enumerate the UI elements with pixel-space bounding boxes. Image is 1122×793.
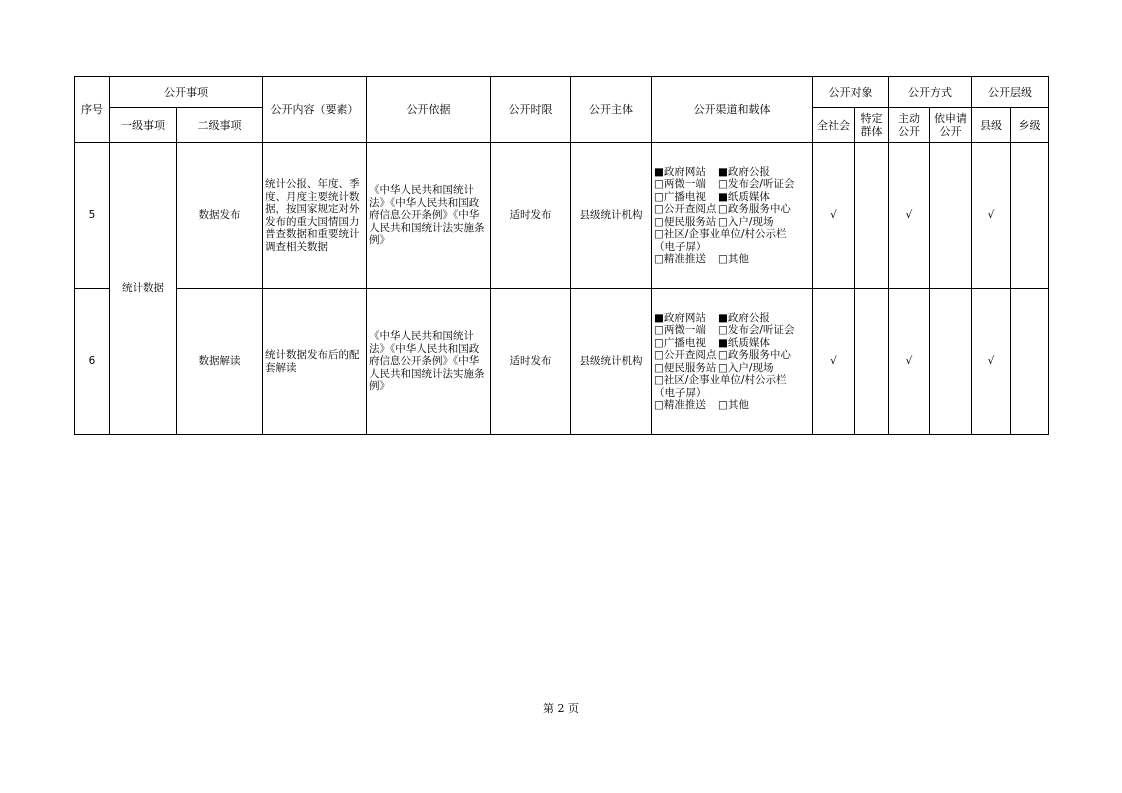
table-row (75, 143, 1049, 289)
header-basis: 公开依据 (367, 77, 491, 143)
row-township-check (1011, 289, 1049, 435)
channel-item: □精准推送 (654, 399, 706, 411)
channel-item: □公开查阅点 (654, 349, 717, 361)
disclosure-table (74, 76, 1049, 435)
channel-item: □入户/现场 (718, 215, 774, 228)
header-active: 主动公开 (889, 108, 930, 143)
table-row (75, 289, 1049, 435)
channel-item: □其他 (718, 399, 749, 411)
row-specific-group-check (855, 143, 889, 289)
header-county: 县级 (972, 108, 1011, 143)
channel-item: □广播电视 (654, 190, 706, 203)
row-township-check (1011, 143, 1049, 289)
row-on-request-check (930, 289, 972, 435)
header-level-group: 公开层级 (972, 77, 1049, 108)
row-subject: 县级统计机构 (571, 289, 652, 435)
channel-item: □两微一端 (654, 324, 706, 336)
channel-item: ■纸质媒体 (718, 336, 770, 349)
row-channels (652, 289, 813, 435)
row-basis: 《中华人民共和国统计法》《中华人民共和国政府信息公开条例》《中华人民共和国统计法实施条例》 (367, 143, 491, 289)
channel-item: □便民服务站 (654, 215, 717, 228)
row-time-limit: 适时发布 (491, 289, 571, 435)
channel-item: □政务服务中心 (718, 349, 791, 361)
row-time-limit: 适时发布 (491, 143, 571, 289)
row-active-check: √ (889, 289, 930, 435)
channel-item: □政务服务中心 (718, 203, 791, 215)
header-whole-society: 全社会 (813, 108, 855, 143)
channel-item: ■政府公报 (718, 311, 770, 324)
channel-item: （电子屏） (654, 240, 707, 253)
row-whole-society-check: √ (813, 143, 855, 289)
channel-item: □社区/企事业单位/村公示栏 (654, 228, 787, 240)
channel-item: □精准推送 (654, 253, 706, 265)
row-seq: 6 (75, 289, 110, 435)
header-level1: 一级事项 (110, 108, 177, 143)
channel-item: □其他 (718, 253, 749, 265)
page-number: 第 2 页 (543, 702, 579, 715)
header-mode-group: 公开方式 (889, 77, 972, 108)
row-level2: 数据发布 (177, 143, 263, 289)
row-channels (652, 143, 813, 289)
header-channel: 公开渠道和载体 (652, 77, 813, 143)
row-specific-group-check (855, 289, 889, 435)
header-seq: 序号 (75, 77, 110, 143)
header-specific-group: 特定群体 (855, 108, 889, 143)
channel-item: □公开查阅点 (654, 203, 717, 215)
header-on-request: 依申请公开 (930, 108, 972, 143)
row-county-check: √ (972, 143, 1011, 289)
channel-item: □社区/企事业单位/村公示栏 (654, 374, 787, 386)
row-county-check: √ (972, 289, 1011, 435)
channel-item: □广播电视 (654, 336, 706, 349)
channel-item: ■政府网站 (654, 165, 706, 178)
header-township: 乡级 (1011, 108, 1049, 143)
header-subject: 公开主体 (571, 77, 652, 143)
row-content: 统计公报、年度、季度、月度主要统计数据，按国家规定对外发布的重大国情国力普查数据和重要统计调查相关数据 (263, 143, 367, 289)
row-basis: 《中华人民共和国统计法》《中华人民共和国政府信息公开条例》《中华人民共和国统计法实施条例》 (367, 289, 491, 435)
header-level2: 二级事项 (177, 108, 263, 143)
channel-item: □入户/现场 (718, 361, 774, 374)
header-target-group: 公开对象 (813, 77, 889, 108)
row-subject: 县级统计机构 (571, 143, 652, 289)
row-active-check: √ (889, 143, 930, 289)
channel-item: ■政府网站 (654, 311, 706, 324)
channel-item: □发布会/听证会 (718, 178, 795, 190)
channel-item: ■纸质媒体 (718, 190, 770, 203)
channel-item: □两微一端 (654, 178, 706, 190)
header-matter-group: 公开事项 (110, 77, 263, 108)
channel-item: （电子屏） (654, 386, 707, 399)
header-content: 公开内容（要素） (263, 77, 367, 143)
channel-item: ■政府公报 (718, 165, 770, 178)
channel-item: □发布会/听证会 (718, 324, 795, 336)
row-on-request-check (930, 143, 972, 289)
row-level2: 数据解读 (177, 289, 263, 435)
channel-item: □便民服务站 (654, 361, 717, 374)
header-time-limit: 公开时限 (491, 77, 571, 143)
row-content: 统计数据发布后的配套解读 (263, 289, 367, 435)
row-category: 统计数据 (110, 143, 177, 435)
header-row-1 (75, 77, 1049, 108)
row-whole-society-check: √ (813, 289, 855, 435)
row-seq: 5 (75, 143, 110, 289)
